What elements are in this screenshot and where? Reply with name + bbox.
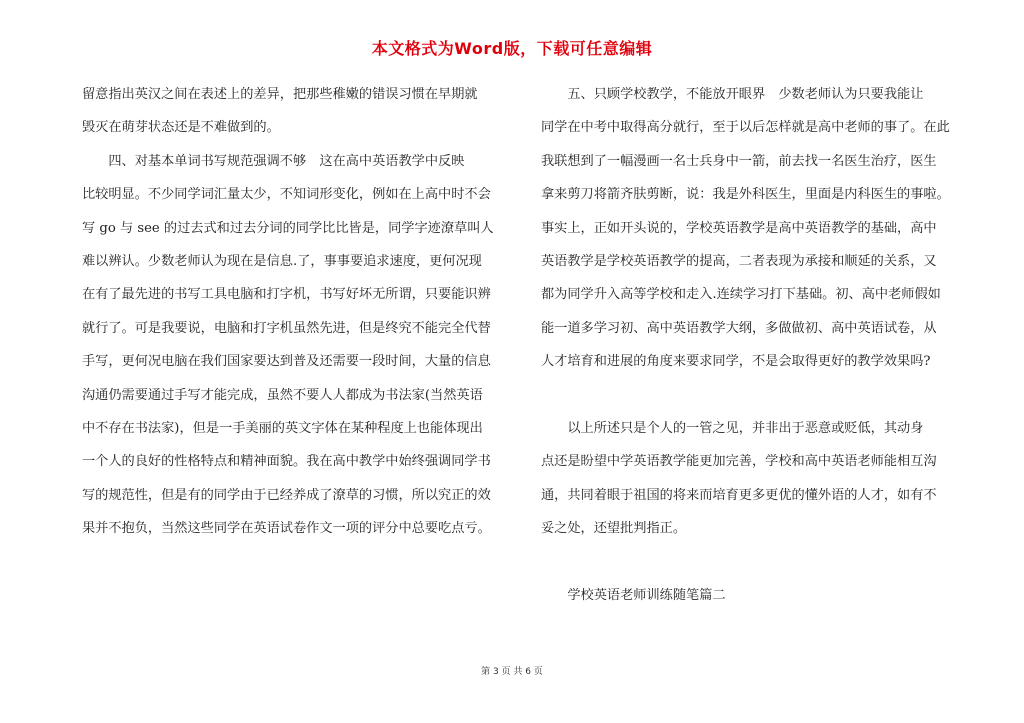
text-line: 能一道多学习初、高中英语教学大纲，多做做初、高中英语试卷，从 bbox=[541, 320, 937, 336]
right-text-column bbox=[541, 78, 969, 612]
text-line: 一个人的良好的性格特点和精神面貌。我在高中教学中始终强调同学书 bbox=[82, 454, 491, 470]
text-line: 妥之处，还望批判指正。 bbox=[541, 521, 687, 537]
text-line: 同学在中考中取得高分就行，至于以后怎样就是高中老师的事了。在此 bbox=[541, 120, 950, 136]
page-header-title: 本文格式为Word版，下载可任意编辑 bbox=[371, 39, 653, 58]
text-line: 点还是盼望中学英语教学能更加完善，学校和高中英语老师能相互沟 bbox=[541, 454, 937, 470]
text-line: 写的规范性，但是有的同学由于已经养成了潦草的习惯，所以究正的效 bbox=[82, 487, 491, 503]
conclusion-line: 以上所述只是个人的一管之见，并非出于恶意或贬低，其动身 bbox=[541, 420, 924, 436]
text-line: 手写，更何况电脑在我们国家要达到普及还需要一段时间，大量的信息 bbox=[82, 354, 491, 370]
text-line: 中不存在书法家)，但是一手美丽的英文字体在某种程度上也能体现出 bbox=[82, 420, 483, 436]
paragraph-spacer bbox=[541, 545, 969, 578]
paragraph-spacer bbox=[541, 379, 969, 412]
text-line: 难以辨认。少数老师认为现在是信息.了，事事要追求速度，更何况现 bbox=[82, 253, 482, 269]
text-line: 就行了。可是我要说，电脑和打字机虽然先进，但是终究不能完全代替 bbox=[82, 320, 491, 336]
page-number-footer: 第 3 页 共 6 页 bbox=[481, 667, 543, 677]
text-line: 英语教学是学校英语教学的提高，二者表现为承接和顺延的关系，又 bbox=[541, 253, 937, 269]
text-line: 人才培育和进展的角度来要求同学，不是会取得更好的教学效果吗? bbox=[541, 354, 931, 370]
text-line: 留意指出英汉之间在表述上的差异，把那些稚嫩的错误习惯在早期就 bbox=[82, 87, 478, 102]
text-line: 毁灭在萌芽状态还是不难做到的。 bbox=[82, 120, 280, 136]
text-line: 果并不抱负，当然这些同学在英语试卷作文一项的评分中总要吃点亏。 bbox=[82, 521, 491, 537]
text-line: 都为同学升入高等学校和走入.连续学习打下基础。初、高中老师假如 bbox=[541, 287, 941, 303]
text-line: 写 go 与 see 的过去式和过去分词的同学比比皆是，同学字迹潦草叫人 bbox=[82, 220, 494, 236]
text-line: 拿来剪刀将箭齐肤剪断，说：我是外科医生，里面是内科医生的事啦。 bbox=[541, 187, 950, 203]
section-five-heading-line: 五、只顾学校教学，不能放开眼界 少数老师认为只要我能让 bbox=[541, 87, 924, 102]
text-line: 事实上，正如开头说的，学校英语教学是高中英语教学的基础，高中 bbox=[541, 220, 937, 236]
text-line: 通，共同着眼于祖国的将来而培育更多更优的懂外语的人才，如有不 bbox=[541, 487, 937, 503]
text-line: 沟通仍需要通过手写才能完成，虽然不要人人都成为书法家(当然英语 bbox=[82, 387, 483, 403]
text-line: 在有了最先进的书写工具电脑和打字机，书写好坏无所谓，只要能识辨 bbox=[82, 287, 491, 303]
text-line: 比较明显。不少同学词汇量太少，不知词形变化，例如在上高中时不会 bbox=[82, 187, 491, 203]
left-text-column bbox=[82, 78, 518, 545]
section-four-heading-line: 四、对基本单词书写规范强调不够 这在高中英语教学中反映 bbox=[82, 153, 465, 169]
next-article-title: 学校英语老师训练随笔篇二 bbox=[541, 587, 726, 603]
text-line: 我联想到了一幅漫画一名士兵身中一箭，前去找一名医生治疗，医生 bbox=[541, 153, 937, 169]
